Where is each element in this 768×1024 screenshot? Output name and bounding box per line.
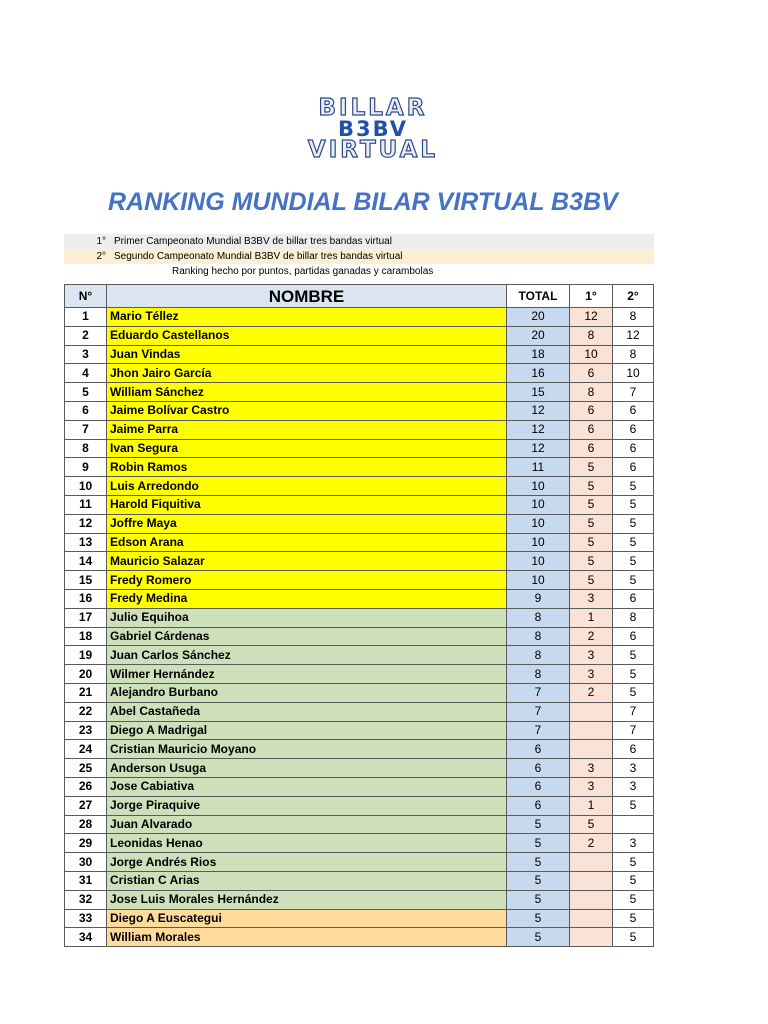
total-points: 10 [507,552,570,571]
total-points: 5 [507,890,570,909]
table-row [65,608,654,627]
row-number: 29 [65,834,107,853]
player-name: Harold Fiquitiva [107,495,507,514]
total-points: 6 [507,796,570,815]
logo-line-b3bv: B3BV [337,117,409,141]
total-points: 12 [507,420,570,439]
first-championship-points: 12 [570,308,613,327]
table-row [65,401,654,420]
row-number: 32 [65,890,107,909]
table-row [65,796,654,815]
table-row [65,683,654,702]
first-championship-points: 3 [570,646,613,665]
row-number: 13 [65,533,107,552]
player-name: Juan Vindas [107,345,507,364]
first-championship-points: 6 [570,364,613,383]
first-championship-points: 5 [570,458,613,477]
table-row [65,364,654,383]
player-name: Fredy Medina [107,589,507,608]
row-number: 16 [65,589,107,608]
row-number: 21 [65,683,107,702]
first-championship-points: 5 [570,571,613,590]
player-name: William Sánchez [107,383,507,402]
row-number: 19 [65,646,107,665]
total-points: 15 [507,383,570,402]
total-points: 8 [507,627,570,646]
player-name: Jorge Andrés Rios [107,853,507,872]
player-name: Abel Castañeda [107,702,507,721]
second-championship-points: 5 [613,665,654,684]
first-championship-points: 5 [570,477,613,496]
table-row [65,890,654,909]
second-championship-points: 5 [613,533,654,552]
table-row [65,383,654,402]
row-number: 24 [65,740,107,759]
first-championship-points: 2 [570,683,613,702]
second-championship-points: 6 [613,458,654,477]
page-title: RANKING MUNDIAL BILAR VIRTUAL B3BV [108,188,618,216]
first-championship-points: 6 [570,401,613,420]
row-number: 23 [65,721,107,740]
player-name: Eduardo Castellanos [107,326,507,345]
row-number: 6 [65,401,107,420]
first-championship-points [570,740,613,759]
player-name: Jose Cabiativa [107,777,507,796]
second-championship-points: 5 [613,909,654,928]
second-championship-points [613,815,654,834]
row-number: 22 [65,702,107,721]
table-row [65,420,654,439]
first-championship-points: 3 [570,759,613,778]
header-number: N° [65,285,107,308]
second-championship-points: 5 [613,495,654,514]
row-number: 31 [65,871,107,890]
second-championship-points: 5 [613,571,654,590]
second-championship-points: 5 [613,928,654,947]
total-points: 5 [507,853,570,872]
header-first-championship: 1° [570,285,613,308]
total-points: 6 [507,759,570,778]
total-points: 7 [507,721,570,740]
total-points: 20 [507,308,570,327]
total-points: 20 [507,326,570,345]
total-points: 5 [507,928,570,947]
second-championship-points: 7 [613,721,654,740]
player-name: Wilmer Hernández [107,665,507,684]
player-name: Edson Arana [107,533,507,552]
row-number: 34 [65,928,107,947]
first-championship-points [570,909,613,928]
player-name: Leonidas Henao [107,834,507,853]
total-points: 5 [507,909,570,928]
table-row [65,308,654,327]
total-points: 10 [507,495,570,514]
row-number: 5 [65,383,107,402]
billar-virtual-logo [296,95,450,164]
player-name: Jorge Piraquive [107,796,507,815]
player-name: Luis Arredondo [107,477,507,496]
row-number: 8 [65,439,107,458]
player-name: Juan Alvarado [107,815,507,834]
table-row [65,665,654,684]
legend-number: 1° [96,236,106,247]
first-championship-points: 8 [570,326,613,345]
second-championship-points: 6 [613,740,654,759]
total-points: 11 [507,458,570,477]
legend-text: Primer Campeonato Mundial B3BV de billar tres bandas virtual [114,236,392,247]
first-championship-points: 6 [570,420,613,439]
first-championship-points: 3 [570,589,613,608]
first-championship-points: 5 [570,552,613,571]
player-name: Mauricio Salazar [107,552,507,571]
total-points: 5 [507,815,570,834]
second-championship-points: 8 [613,308,654,327]
second-championship-points: 5 [613,871,654,890]
table-row [65,853,654,872]
player-name: Gabriel Cárdenas [107,627,507,646]
player-name: Diego A Madrigal [107,721,507,740]
row-number: 12 [65,514,107,533]
player-name: Jaime Bolívar Castro [107,401,507,420]
second-championship-points: 6 [613,420,654,439]
table-row [65,759,654,778]
second-championship-points: 3 [613,834,654,853]
second-championship-points: 5 [613,552,654,571]
total-points: 7 [507,702,570,721]
table-row [65,871,654,890]
first-championship-points: 5 [570,495,613,514]
table-row [65,571,654,590]
table-row [65,909,654,928]
row-number: 28 [65,815,107,834]
total-points: 10 [507,533,570,552]
first-championship-points: 3 [570,777,613,796]
row-number: 25 [65,759,107,778]
table-row [65,345,654,364]
first-championship-points: 3 [570,665,613,684]
second-championship-points: 10 [613,364,654,383]
table-row [65,533,654,552]
second-championship-points: 5 [613,853,654,872]
total-points: 16 [507,364,570,383]
second-championship-points: 5 [613,890,654,909]
row-number: 17 [65,608,107,627]
table-row [65,627,654,646]
player-name: Anderson Usuga [107,759,507,778]
second-championship-points: 6 [613,589,654,608]
first-championship-points: 5 [570,514,613,533]
logo-line-virtual: VIRTUAL [307,137,439,163]
table-row [65,740,654,759]
table-row [65,702,654,721]
row-number: 10 [65,477,107,496]
row-number: 27 [65,796,107,815]
row-number: 15 [65,571,107,590]
second-championship-points: 6 [613,439,654,458]
total-points: 12 [507,401,570,420]
table-row [65,721,654,740]
first-championship-points [570,853,613,872]
first-championship-points: 6 [570,439,613,458]
row-number: 33 [65,909,107,928]
second-championship-points: 6 [613,627,654,646]
legend-text: Segundo Campeonato Mundial B3BV de billar tres bandas virtual [114,251,403,262]
second-championship-points: 3 [613,759,654,778]
second-championship-points: 8 [613,608,654,627]
first-championship-points: 5 [570,815,613,834]
total-points: 9 [507,589,570,608]
total-points: 8 [507,646,570,665]
row-number: 20 [65,665,107,684]
total-points: 10 [507,571,570,590]
player-name: Alejandro Burbano [107,683,507,702]
row-number: 2 [65,326,107,345]
table-row [65,458,654,477]
total-points: 5 [507,871,570,890]
first-championship-points: 1 [570,796,613,815]
second-championship-points: 5 [613,477,654,496]
table-row [65,552,654,571]
first-championship-points: 8 [570,383,613,402]
logo-line-billar: BILLAR [318,95,428,121]
table-row [65,646,654,665]
table-row [65,326,654,345]
player-name: William Morales [107,928,507,947]
first-championship-points [570,890,613,909]
second-championship-points: 7 [613,383,654,402]
total-points: 6 [507,777,570,796]
row-number: 26 [65,777,107,796]
table-row [65,495,654,514]
table-row [65,439,654,458]
second-championship-points: 8 [613,345,654,364]
row-number: 3 [65,345,107,364]
first-championship-points [570,702,613,721]
first-championship-points [570,721,613,740]
second-championship-points: 5 [613,646,654,665]
row-number: 18 [65,627,107,646]
player-name: Mario Téllez [107,308,507,327]
legend-row-1 [64,234,654,249]
total-points: 10 [507,514,570,533]
second-championship-points: 12 [613,326,654,345]
total-points: 18 [507,345,570,364]
player-name: Juan Carlos Sánchez [107,646,507,665]
player-name: Jaime Parra [107,420,507,439]
total-points: 7 [507,683,570,702]
first-championship-points [570,871,613,890]
total-points: 5 [507,834,570,853]
header-second-championship: 2° [613,285,654,308]
first-championship-points: 2 [570,627,613,646]
table-row [65,815,654,834]
second-championship-points: 5 [613,683,654,702]
ranking-method-note: Ranking hecho por puntos, partidas ganadas y carambolas [172,266,434,277]
row-number: 4 [65,364,107,383]
row-number: 30 [65,853,107,872]
first-championship-points [570,928,613,947]
row-number: 11 [65,495,107,514]
second-championship-points: 5 [613,514,654,533]
table-row [65,477,654,496]
table-row [65,834,654,853]
player-name: Cristian Mauricio Moyano [107,740,507,759]
second-championship-points: 7 [613,702,654,721]
ranking-rows [65,308,654,947]
player-name: Jhon Jairo García [107,364,507,383]
second-championship-points: 6 [613,401,654,420]
player-name: Cristian C Arias [107,871,507,890]
player-name: Diego A Euscategui [107,909,507,928]
legend-number: 2° [96,251,106,262]
player-name: Robin Ramos [107,458,507,477]
total-points: 8 [507,608,570,627]
table-row [65,928,654,947]
total-points: 8 [507,665,570,684]
table-row [65,589,654,608]
first-championship-points: 10 [570,345,613,364]
table-row [65,514,654,533]
row-number: 1 [65,308,107,327]
legend-row-2 [64,249,654,264]
header-name: NOMBRE [107,285,507,308]
second-championship-points: 5 [613,796,654,815]
ranking-table [64,284,654,947]
row-number: 14 [65,552,107,571]
total-points: 10 [507,477,570,496]
total-points: 12 [507,439,570,458]
player-name: Jose Luis Morales Hernández [107,890,507,909]
row-number: 7 [65,420,107,439]
first-championship-points: 1 [570,608,613,627]
first-championship-points: 2 [570,834,613,853]
player-name: Joffre Maya [107,514,507,533]
first-championship-points: 5 [570,533,613,552]
second-championship-points: 3 [613,777,654,796]
table-row [65,777,654,796]
total-points: 6 [507,740,570,759]
table-header-row [65,285,654,308]
player-name: Julio Equihoa [107,608,507,627]
player-name: Ivan Segura [107,439,507,458]
row-number: 9 [65,458,107,477]
header-total: TOTAL [507,285,570,308]
player-name: Fredy Romero [107,571,507,590]
